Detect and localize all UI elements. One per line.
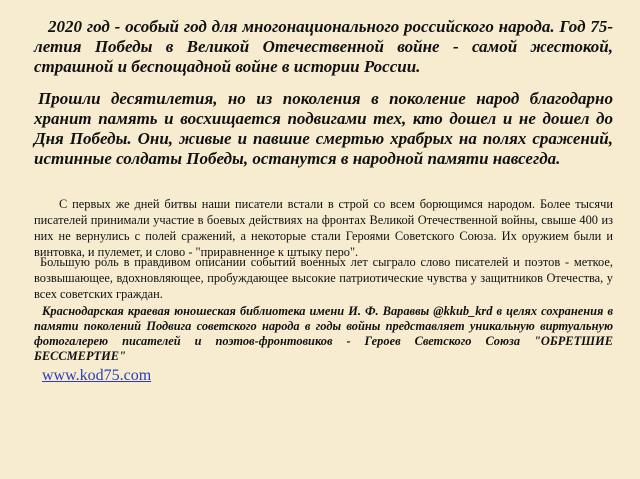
writers-paragraph: С первых же дней битвы наши писатели встали в строй со всем борющимся народом. Более тысячи писателей принимали участие в боевых действиях на фронтах Великой Отечественной войны, свыше 400 из них не вернулись с полей сражений, а некоторые стали Героями Советского Союза. Их оружием были и винтовка, и пулемет, и слово - "приравненное к штыку перо". — [34, 197, 613, 259]
role-paragraph: Большую роль в правдивом описании событий военных лет сыграло слово писателей и поэтов - меткое, возвышающее, вдохновляющее, пробуждающее высокие патриотические чувства у защитников Отечества, у всех советских граждан. — [34, 255, 613, 301]
website-link[interactable]: www.kod75.com — [42, 367, 152, 384]
memory-paragraph: Прошли десятилетия, но из поколения в поколение народ благодарно хранит память и восхищается подвигами тех, кто дошел и не дошел до Дня Победы. Они, живые и павшие смертью храбрых на полях сражений, истинные солдаты Победы, останутся в народной памяти навсегда. — [34, 89, 613, 168]
library-paragraph: Краснодарская краевая юношеская библиотека имени И. Ф. Вараввы @kkub_krd в целях сохранения в памяти поколений Подвига советского народа в годы войны представляет уникальную виртуальную фотогалерею писателей и поэтов-фронтовиков - Героев Светского Союза "ОБРЕТШИЕ БЕССМЕРТИЕ" — [34, 304, 613, 363]
intro-paragraph: 2020 год - особый год для многонационального российского народа. Год 75-летия Победы в Великой Отечественной войне - самой жестокой, страшной и беспощадной войне в истории России. — [34, 17, 613, 76]
